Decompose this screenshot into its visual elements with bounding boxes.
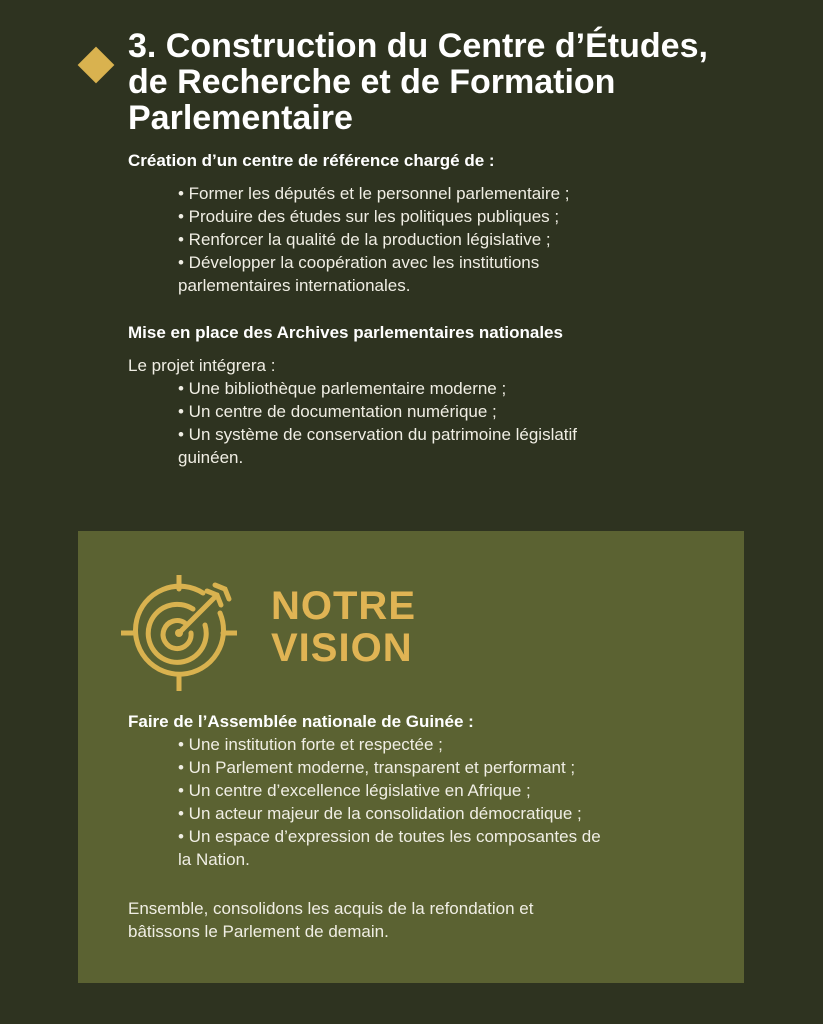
vision-title-line: NOTRE	[271, 584, 416, 628]
vision-panel	[78, 531, 744, 983]
list-item: parlementaires internationales.	[178, 276, 411, 295]
list-item: • Un Parlement moderne, transparent et performant ;	[178, 758, 576, 777]
target-arrow-icon	[121, 575, 237, 691]
vision-heading: Faire de l’Assemblée nationale de Guinée :	[128, 712, 474, 731]
list-item: la Nation.	[178, 850, 250, 869]
list-item: • Un espace d’expression de toutes les composantes de	[178, 827, 601, 846]
list-item: • Développer la coopération avec les institutions	[178, 253, 540, 272]
list-item: • Une bibliothèque parlementaire moderne ;	[178, 379, 507, 398]
section-title-line: de Recherche et de Formation	[128, 63, 616, 101]
list-item: guinéen.	[178, 448, 244, 467]
vision-title-line: VISION	[271, 626, 413, 670]
list-item: • Un système de conservation du patrimoine législatif	[178, 425, 578, 444]
list-item: • Renforcer la qualité de la production législative ;	[178, 230, 551, 249]
section-title-line: 3. Construction du Centre d’Études,	[128, 27, 708, 65]
closing-line: Ensemble, consolidons les acquis de la refondation et	[128, 899, 534, 918]
list-item: • Un centre de documentation numérique ;	[178, 402, 497, 421]
vision-closing	[128, 897, 533, 943]
vision-list	[178, 733, 601, 871]
closing-line: bâtissons le Parlement de demain.	[128, 922, 389, 941]
creation-heading: Création d’un centre de référence chargé de :	[128, 151, 495, 170]
archives-intro: Le projet intégrera :	[128, 356, 276, 375]
list-item: • Un centre d’excellence législative en Afrique ;	[178, 781, 531, 800]
list-item: • Un acteur majeur de la consolidation démocratique ;	[178, 804, 582, 823]
archives-heading: Mise en place des Archives parlementaires nationales	[128, 323, 563, 342]
section-title-line: Parlementaire	[128, 99, 353, 137]
vision-title	[271, 585, 416, 669]
archives-list	[178, 377, 577, 469]
list-item: • Former les députés et le personnel parlementaire ;	[178, 184, 570, 203]
list-item: • Une institution forte et respectée ;	[178, 735, 443, 754]
diamond-bullet-icon	[78, 47, 115, 84]
list-item: • Produire des études sur les politiques publiques ;	[178, 207, 560, 226]
creation-list	[178, 182, 569, 297]
section-title	[128, 28, 778, 136]
